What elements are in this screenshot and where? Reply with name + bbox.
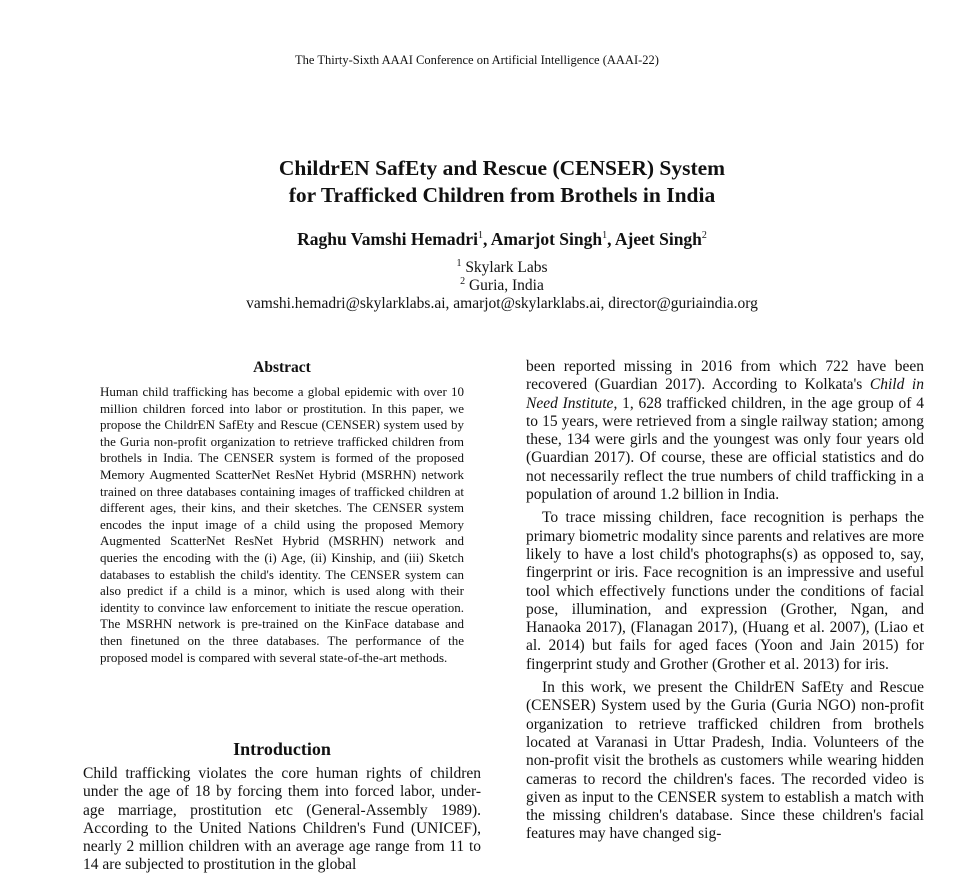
- author-separator: ,: [607, 229, 615, 249]
- author-affiliation-mark: 2: [701, 230, 707, 242]
- title-line-2: for Trafficked Children from Brothels in India: [288, 183, 716, 207]
- affiliation-name: Guria, India: [468, 277, 544, 294]
- affiliation-2: [0, 277, 954, 295]
- author-name: Amarjot Singh: [490, 229, 603, 249]
- author-name: Raghu Vamshi Hemadri: [297, 229, 478, 249]
- institute-name: Child in Need Institute: [526, 376, 924, 412]
- abstract-text: Human child trafficking has become a global epidemic with over 10 million children forced into labor or prostitution. In this paper, we propose the ChildrEN SafEty and Rescue (CENSER) system used by the Guria non-profit organization to retrieve trafficked children from brothels in India. The CENSER system is formed of the proposed Memory Augmented ScatterNet ResNet Hybrid (MSRHN) network trained on three databases containing images of trafficked children at different ages, their kins, and their sketches. The CENSER system encodes the input image of a child using the proposed Memory Augmented ScatterNet ResNet Hybrid (MSRHN) network and queries the encoding with the (i) Age, (ii) Kinship, and (iii) Sketch databases to establish the child's identity. The CENSER system can also predict if a child is a minor, which is used along with their identity to convince law enforcement to initiate the rescue operation. The MSRHN network is pre-trained on the KinFace database and then finetuned on the three databases. The performance of the proposed model is compared with several state-of-the-art methods.: [100, 384, 464, 665]
- paragraph-text: been reported missing in 2016 from which 722 have been recovered (Guardian 2017). According to Kolkata's: [526, 358, 924, 394]
- affiliation-1: [0, 259, 954, 277]
- right-column: [526, 358, 924, 849]
- author-affiliation-mark: 1: [477, 230, 483, 242]
- paragraph-text: , 1, 628 trafficked children, in the age group of 4 to 15 years, were retrieved from a single railway station; among these, 134 were girls and the youngest was only four years old (Guardian 2017). Of course, these are official statistics and do not necessarily reflect the true numbers of child trafficking in a population of around 1.2 billion in India.: [526, 394, 924, 504]
- paragraph: To trace missing children, face recognition is perhaps the primary biometric modality since parents and relatives are more likely to have a lost child's photographs(s) as opposed to, say, fingerprint or iris. Face recognition is an impressive and useful tool which effectively functions under the conditions of facial pose, illumination, and expression (Grother, Ngan, and Hanaoka 2017), (Flanagan 2017), (Huang et al. 2007), (Liao et al. 2014) but fails for aged faces (Yoon and Jain 2015) for fingerprint study and Grother (Grother et al. 2013) for iris.: [526, 509, 924, 673]
- author-separator: ,: [482, 229, 491, 249]
- affiliation-mark: 1: [456, 257, 462, 269]
- author-name: Ajeet Singh: [614, 229, 702, 249]
- introduction-heading: Introduction: [233, 739, 331, 759]
- paragraph: [526, 358, 924, 504]
- introduction-text: Child trafficking violates the core human rights of children under the age of 18 by forcing them into forced labor, under-age marriage, prostitution etc (General-Assembly 1989). According to the United Nations Children's Fund (UNICEF), nearly 2 million children with an average age range from 11 to 14 are subjected to prostitution in the global: [83, 765, 481, 874]
- affiliation-name: Skylark Labs: [465, 259, 548, 276]
- paper-title: [0, 155, 954, 209]
- author-affiliation-mark: 1: [602, 230, 608, 242]
- author-list: [0, 229, 954, 250]
- paragraph: In this work, we present the ChildrEN SafEty and Rescue (CENSER) System used by the Guria (Guria NGO) non-profit organization to retrieve trafficked children from brothels located at Varanasi in Uttar Pradesh, India. Volunteers of the non-profit visit the brothels as customers while wearing hidden cameras to record the children's faces. The recorded video is given as input to the CENSER system to establish a match with the missing children's database. Since these children's facial features may have changed sig-: [526, 679, 924, 843]
- title-line-1: ChildrEN SafEty and Rescue (CENSER) System: [278, 156, 726, 180]
- author-emails: vamshi.hemadri@skylarklabs.ai, amarjot@skylarklabs.ai, director@guriaindia.org: [246, 295, 758, 312]
- affiliation-mark: 2: [460, 275, 466, 287]
- conference-header: The Thirty-Sixth AAAI Conference on Artificial Intelligence (AAAI-22): [295, 53, 659, 67]
- abstract-heading: Abstract: [253, 359, 311, 376]
